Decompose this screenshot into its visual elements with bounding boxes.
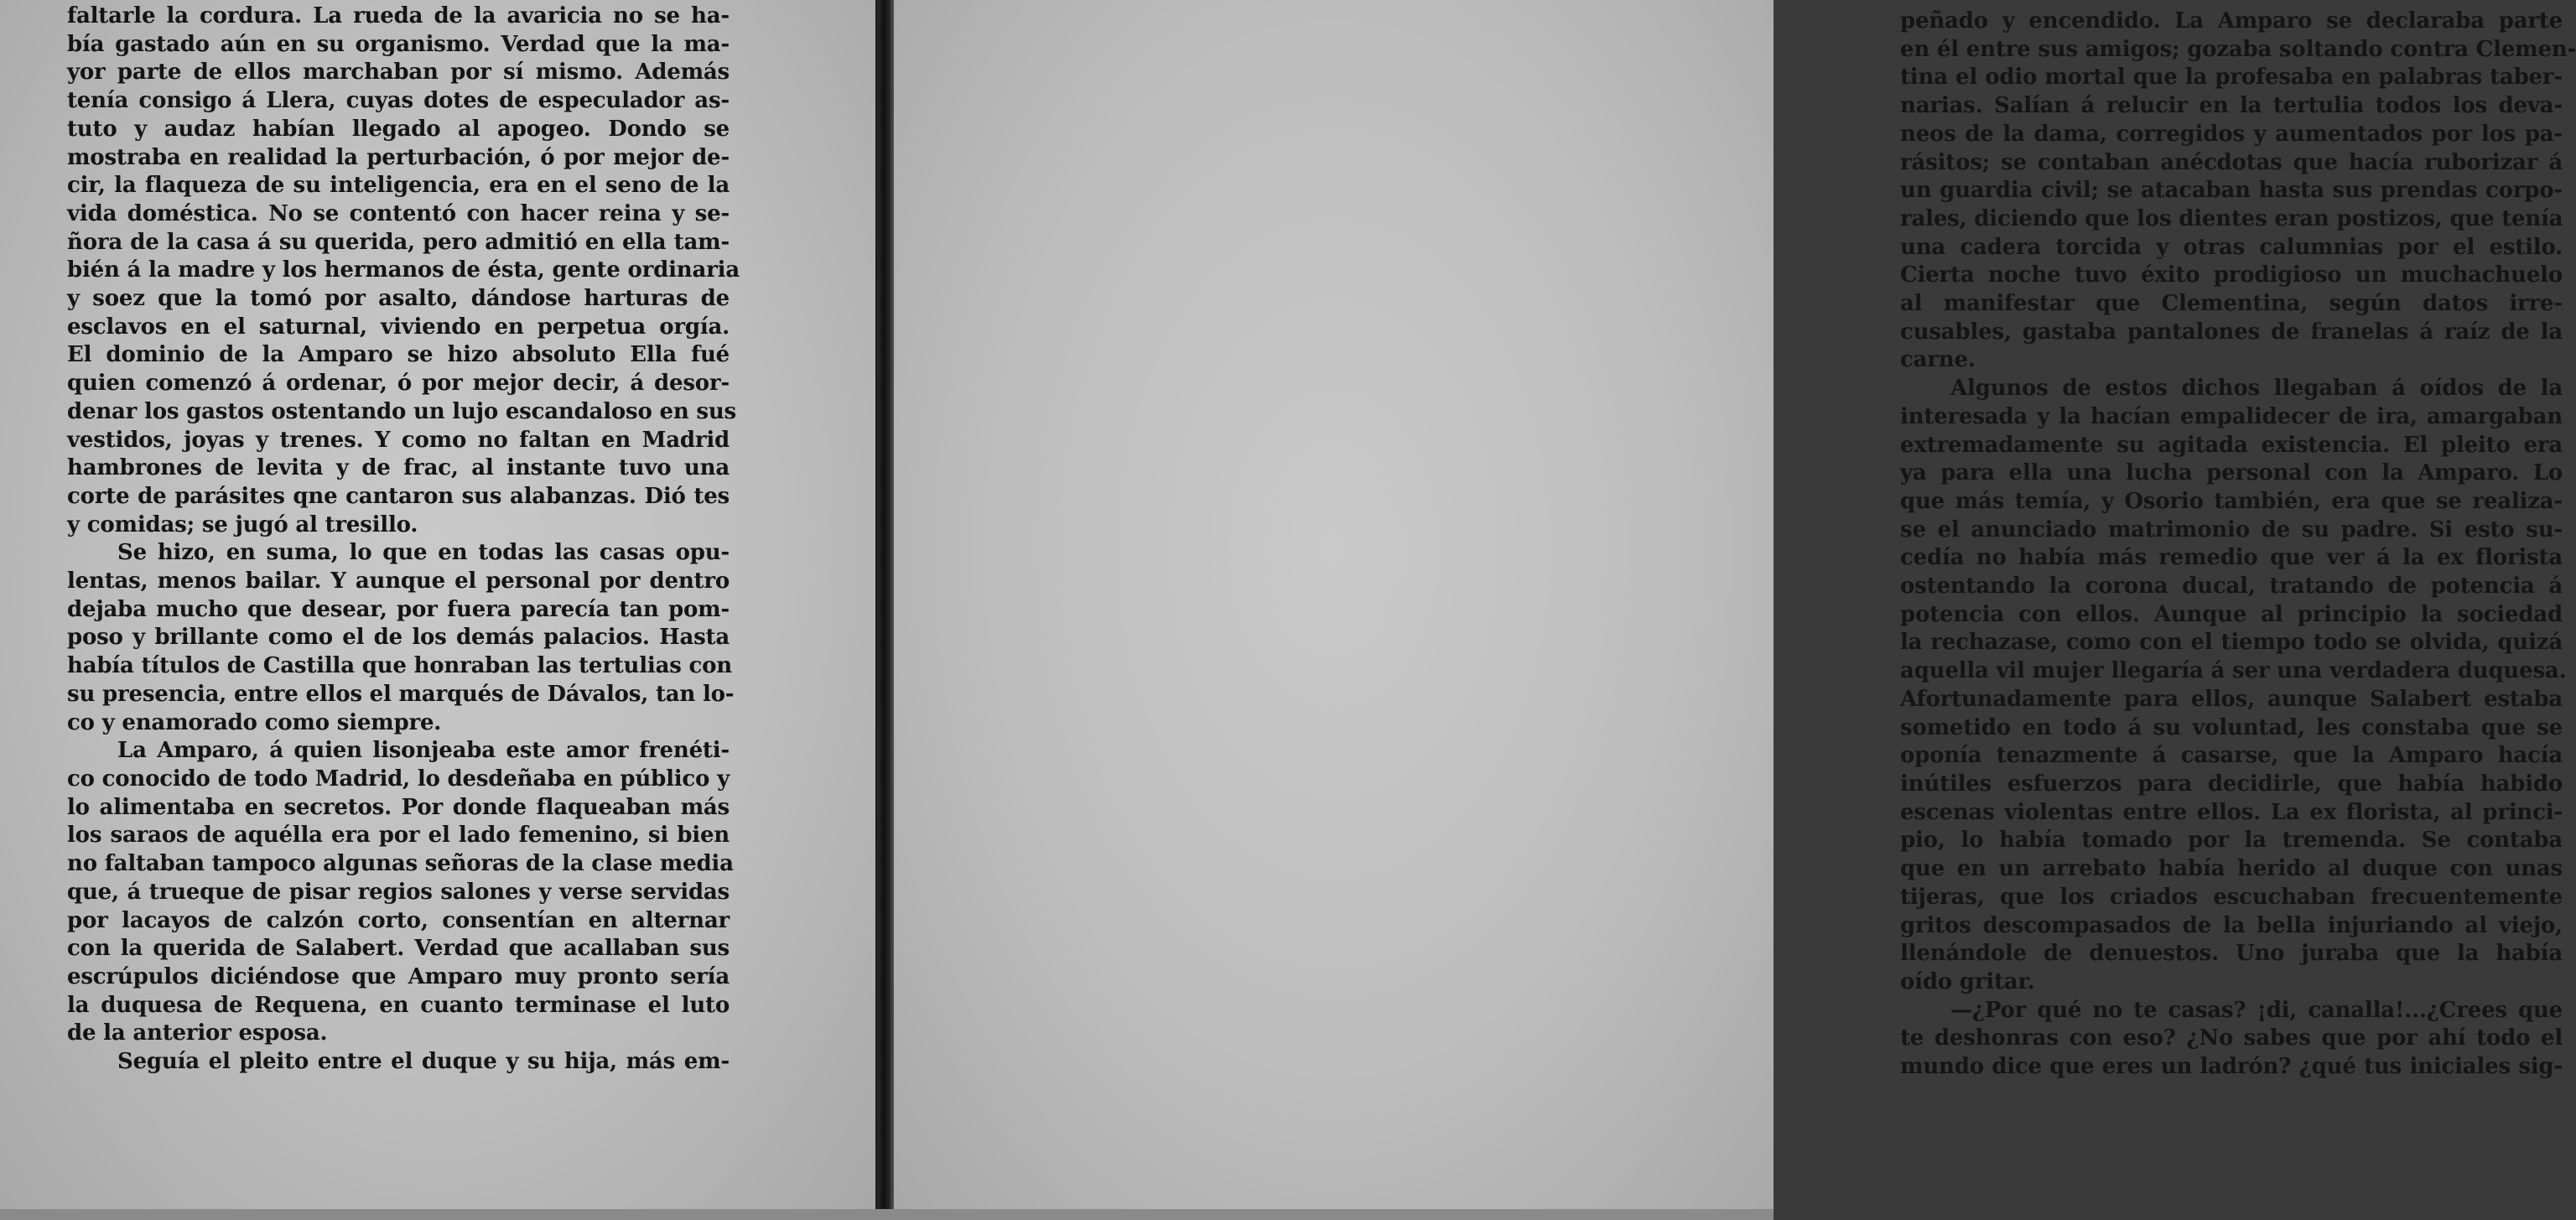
text-line: bién á la madre y los hermanos de ésta, gente ordinaria [67, 257, 740, 283]
text-line: mundo dice que eres un ladrón? ¿qué tus iniciales sig- [1900, 1054, 2563, 1080]
text-line: corte de parásites qne cantaron sus alabanzas. Dió tes [67, 483, 730, 509]
text-line: peñado y encendido. La Amparo se declaraba parte [1900, 8, 2563, 34]
text-line: ñora de la casa á su querida, pero admitió en ella tam- [67, 229, 730, 255]
text-line: Afortunadamente para ellos, aunque Salabert estaba [1900, 686, 2563, 712]
text-line: narias. Salían á relucir en la tertulia todos los deva- [1900, 93, 2563, 119]
left-page [0, 0, 877, 1220]
text-line: oído gritar. [1900, 968, 2035, 994]
right-page-text [1900, 8, 2576, 1082]
text-line: mostraba en realidad la perturbación, ó por mejor de- [67, 144, 730, 170]
text-line: aquella vil mujer llegaría á ser una verdadera duquesa. [1900, 658, 2567, 684]
text-line: extremadamente su agitada existencia. El pleito era [1900, 432, 2563, 458]
text-line: lentas, menos bailar. Y aunque el personal por dentro [67, 568, 730, 594]
text-line: tijeras, que los criados escuchaban frecuentemente [1900, 884, 2563, 910]
text-line: una cadera torcida y otras calumnias por el estilo. [1900, 234, 2563, 260]
text-line: y comidas; se jugó al tresillo. [67, 511, 418, 537]
book-gutter [877, 0, 894, 1220]
text-line: con la querida de Salabert. Verdad que acallaban sus [67, 936, 730, 962]
text-line: hambrones de levita y de frac, al instante tuvo una [67, 455, 730, 481]
left-page-text [67, 3, 740, 1077]
text-line: no faltaban tampoco algunas señoras de la clase media [67, 851, 734, 877]
text-line: tuto y audaz habían llegado al apogeo. Dondo se [67, 116, 730, 142]
text-line: la duquesa de Requena, en cuanto terminase el luto [67, 992, 730, 1018]
text-line: poso y brillante como el de los demás palacios. Hasta [67, 625, 730, 651]
text-line: su presencia, entre ellos el marqués de Dávalos, tan lo- [67, 681, 735, 707]
scan-bottom-edge [0, 1209, 1774, 1220]
text-line: esclavos en el saturnal, viviendo en perpetua orgía. [67, 314, 730, 340]
text-line: un guardia civil; se atacaban hasta sus prendas corpo- [1900, 178, 2563, 204]
text-line: escrúpulos diciéndose que Amparo muy pronto sería [67, 963, 730, 989]
text-line: en él entre sus amigos; gozaba soltando contra Clemen- [1900, 36, 2576, 62]
text-line: ya para ella una lucha personal con la Amparo. Lo [1900, 460, 2563, 486]
text-line: la rechazase, como con el tiempo todo se olvida, quizá [1900, 630, 2563, 656]
text-line: faltarle la cordura. La rueda de la avaricia no se ha- [67, 3, 730, 29]
text-line: La Amparo, á quien lisonjeaba este amor frenéti- [117, 738, 730, 764]
text-line: y soez que la tomó por asalto, dándose harturas de [67, 286, 730, 312]
text-line: bía gastado aún en su organismo. Verdad que la ma- [67, 31, 730, 57]
text-line: rales, diciendo que los dientes eran postizos, que tenía [1900, 205, 2563, 231]
text-line: interesada y la hacían empalidecer de ira, amargaban [1900, 403, 2563, 429]
text-line: tina el odio mortal que la profesaba en palabras taber- [1900, 65, 2563, 91]
text-line: gritos descompasados de la bella injuriando al viejo, [1900, 912, 2563, 938]
text-line: se el anunciado matrimonio de su padre. Si esto su- [1900, 517, 2563, 543]
text-line: potencia con ellos. Aunque al principio la sociedad [1900, 601, 2563, 627]
text-line: cedía no había más remedio que ver á la ex florista [1900, 545, 2563, 571]
text-line: pio, lo había tomado por la tremenda. Se contaba [1900, 828, 2563, 854]
text-line: llenándole de denuestos. Uno juraba que la había [1900, 941, 2563, 967]
text-line: te deshonras con eso? ¿No sabes que por ahí todo el [1900, 1025, 2563, 1051]
text-line: El dominio de la Amparo se hizo absoluto Ella fué [67, 342, 730, 368]
text-line: que más temía, y Osorio también, era que se realiza- [1900, 488, 2563, 514]
text-line: por lacayos de calzón corto, consentían en alternar [67, 907, 730, 933]
text-line: inútiles esfuerzos para decidirle, que había habido [1900, 771, 2563, 797]
text-line: quien comenzó á ordenar, ó por mejor decir, á desor- [67, 371, 730, 397]
text-line: rásitos; se contaban anécdotas que hacía ruborizar á [1900, 149, 2563, 175]
text-line: denar los gastos ostentando un lujo escandaloso en sus [67, 398, 736, 424]
text-line: sometido en todo á su voluntad, les constaba que se [1900, 714, 2563, 740]
text-line: había títulos de Castilla que honraban las tertulias con [67, 653, 732, 679]
text-line: yor parte de ellos marchaban por sí mismo. Además [67, 60, 730, 86]
text-line: —¿Por qué no te casas? ¡di, canalla!...¿Crees que [1950, 997, 2563, 1023]
right-page [894, 0, 2576, 1220]
text-line: los saraos de aquélla era por el lado femenino, si bien [67, 823, 730, 849]
text-line: oponía tenazmente á casarse, que la Amparo hacía [1900, 743, 2563, 769]
text-line: que en un arrebato había herido al duque con unas [1900, 856, 2563, 882]
text-line: Se hizo, en suma, lo que en todas las casas opu- [117, 540, 730, 566]
text-line: escenas violentas entre ellos. La ex florista, al princi- [1900, 799, 2563, 825]
text-line: Algunos de estos dichos llegaban á oídos de la [1950, 376, 2563, 402]
text-line: vida doméstica. No se contentó con hacer reina y se- [67, 200, 730, 226]
text-line: co y enamorado como siempre. [67, 709, 442, 735]
text-line: cir, la flaqueza de su inteligencia, era en el seno de la [67, 173, 730, 199]
text-line: que, á trueque de pisar regios salones y verse servidas [67, 879, 730, 905]
text-line: Seguía el pleito entre el duque y su hija, más em- [117, 1049, 730, 1075]
text-line: dejaba mucho que desear, por fuera parecía tan pom- [67, 596, 730, 622]
text-line: ostentando la corona ducal, tratando de potencia á [1900, 574, 2563, 600]
text-line: carne. [1900, 347, 1976, 373]
text-line: tenía consigo á Llera, cuyas dotes de especulador as- [67, 88, 730, 114]
text-line: cusables, gastaba pantalones de franelas á raíz de la [1900, 319, 2563, 345]
text-line: neos de la dama, corregidos y aumentados por los pa- [1900, 121, 2563, 147]
text-line: Cierta noche tuvo éxito prodigioso un muchachuelo [1900, 262, 2563, 288]
text-line: co conocido de todo Madrid, lo desdeñaba en público y [67, 766, 730, 792]
text-line: vestidos, joyas y trenes. Y como no faltan en Madrid [67, 427, 730, 453]
text-line: al manifestar que Clementina, según datos irre- [1900, 291, 2563, 317]
text-line: lo alimentaba en secretos. Por donde flaqueaban más [67, 794, 730, 820]
text-line: de la anterior esposa. [67, 1020, 328, 1046]
